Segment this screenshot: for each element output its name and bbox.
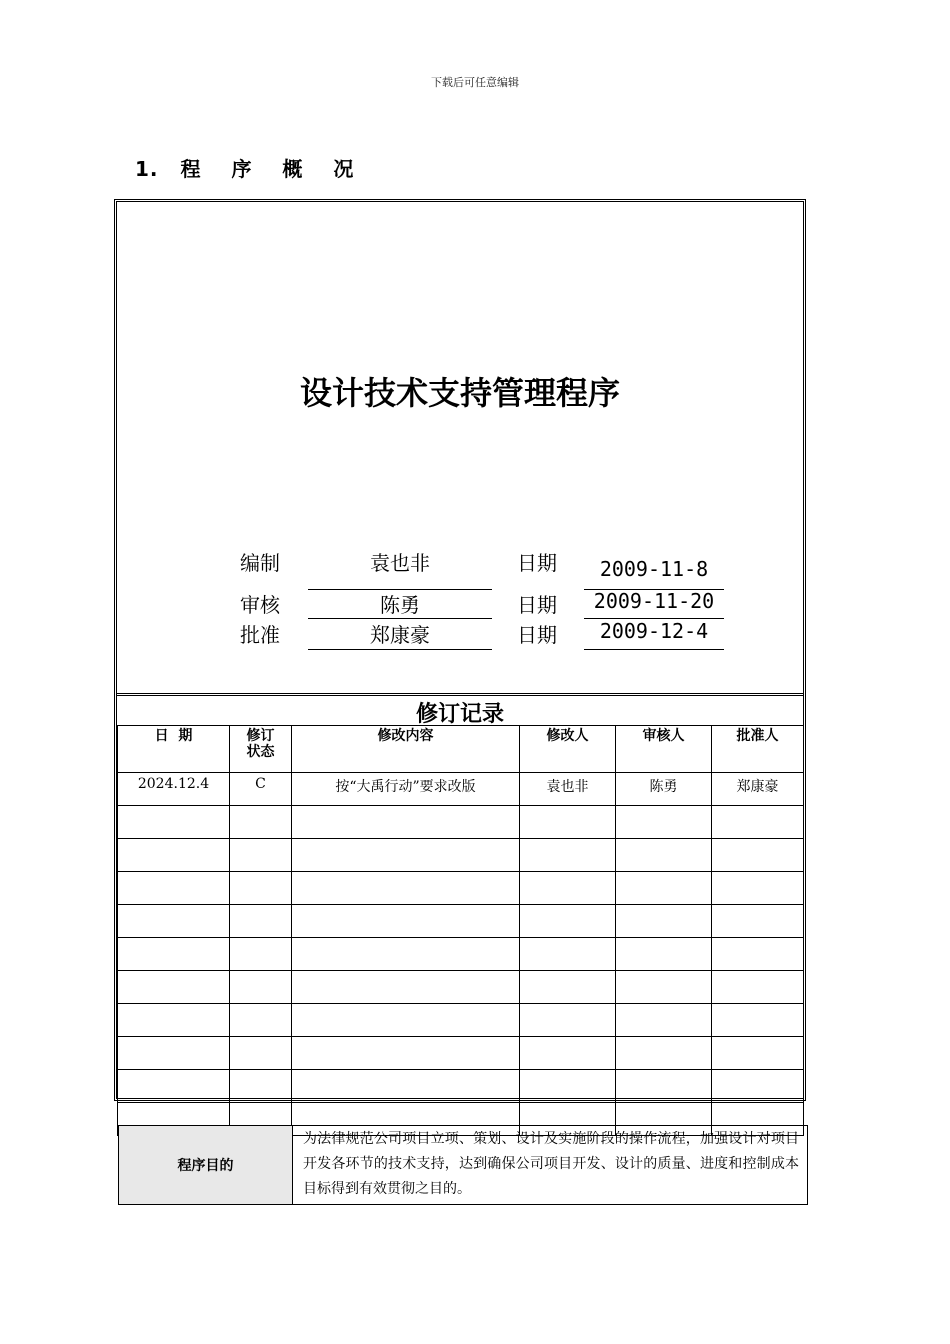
table-cell-empty — [616, 872, 712, 905]
cell-content: 按“大禹行动”要求改版 — [292, 773, 520, 806]
table-row-empty — [118, 872, 804, 905]
table-cell-empty — [292, 971, 520, 1004]
table-cell-empty — [292, 905, 520, 938]
table-cell-empty — [712, 971, 804, 1004]
table-cell-empty — [520, 1070, 616, 1103]
purpose-text: 为法律规范公司项目立项、策划、设计及实施阶段的操作流程，加强设计对项目开发各环节的技术支持，达到确保公司项目开发、设计的质量、进度和控制成本目标得到有效贯彻之目的。 — [293, 1126, 808, 1205]
approve-date-line — [584, 649, 724, 650]
document-title: 设计技术支持管理程序 — [299, 374, 620, 412]
table-cell-empty — [118, 905, 230, 938]
table-cell-empty — [616, 1037, 712, 1070]
table-cell-empty — [118, 938, 230, 971]
table-cell-empty — [230, 872, 292, 905]
table-cell-empty — [520, 1004, 616, 1037]
table-cell-empty — [118, 806, 230, 839]
table-row-empty — [118, 1070, 804, 1103]
section-title: 程 序 概 况 — [180, 157, 366, 181]
table-cell-empty — [712, 1037, 804, 1070]
approve-date-label: 日期 — [517, 623, 557, 647]
purpose-table — [118, 1125, 808, 1205]
table-cell-empty — [118, 1037, 230, 1070]
table-cell-empty — [118, 872, 230, 905]
cell-date: 2024.12.4 — [118, 773, 230, 806]
table-cell-empty — [292, 806, 520, 839]
review-label: 审核 — [240, 593, 280, 617]
header-status: 修订 状态 — [230, 726, 292, 773]
table-cell-empty — [520, 905, 616, 938]
cell-approver: 郑康豪 — [712, 773, 804, 806]
table-cell-empty — [292, 839, 520, 872]
compile-name: 袁也非 — [370, 551, 430, 575]
cover-box — [114, 199, 806, 1101]
revision-divider — [117, 693, 803, 696]
table-cell-empty — [230, 839, 292, 872]
approve-label: 批准 — [240, 623, 280, 647]
table-cell-empty — [712, 1004, 804, 1037]
table-cell-empty — [230, 938, 292, 971]
table-cell-empty — [616, 1004, 712, 1037]
header-date: 日 期 — [118, 726, 230, 773]
table-cell-empty — [118, 1070, 230, 1103]
table-cell-empty — [520, 839, 616, 872]
cell-reviewer: 陈勇 — [616, 773, 712, 806]
table-cell-empty — [230, 971, 292, 1004]
table-cell-empty — [712, 1070, 804, 1103]
table-cell-empty — [616, 1070, 712, 1103]
table-cell-empty — [712, 839, 804, 872]
table-cell-empty — [230, 905, 292, 938]
table-cell-empty — [712, 905, 804, 938]
revision-header-row — [118, 726, 804, 773]
table-cell-empty — [712, 872, 804, 905]
table-cell-empty — [292, 872, 520, 905]
table-cell-empty — [118, 839, 230, 872]
table-cell-empty — [292, 1004, 520, 1037]
table-cell-empty — [230, 1004, 292, 1037]
table-row-empty — [118, 938, 804, 971]
section-number: 1. — [135, 157, 159, 181]
header-modifier: 修改人 — [520, 726, 616, 773]
table-cell-empty — [520, 938, 616, 971]
page-header-note: 下载后可任意编辑 — [431, 76, 519, 89]
table-cell-empty — [520, 971, 616, 1004]
table-cell-empty — [292, 1070, 520, 1103]
table-row — [118, 773, 804, 806]
table-cell-empty — [616, 839, 712, 872]
table-cell-empty — [616, 905, 712, 938]
cell-modifier: 袁也非 — [520, 773, 616, 806]
table-row-empty — [118, 905, 804, 938]
table-cell-empty — [712, 938, 804, 971]
table-row-empty — [118, 806, 804, 839]
revision-table — [117, 725, 804, 1136]
approve-name-line — [308, 649, 492, 650]
header-approver: 批准人 — [712, 726, 804, 773]
table-cell-empty — [230, 1070, 292, 1103]
table-cell-empty — [292, 1037, 520, 1070]
header-content: 修改内容 — [292, 726, 520, 773]
table-row-empty — [118, 1037, 804, 1070]
table-cell-empty — [520, 872, 616, 905]
header-reviewer: 审核人 — [616, 726, 712, 773]
compile-date-label: 日期 — [517, 551, 557, 575]
table-cell-empty — [230, 806, 292, 839]
revision-title: 修订记录 — [415, 702, 504, 727]
purpose-label: 程序目的 — [119, 1126, 293, 1205]
compile-date: 2009-11-8 — [599, 557, 709, 581]
table-cell-empty — [616, 971, 712, 1004]
table-cell-empty — [616, 806, 712, 839]
compile-label: 编制 — [240, 551, 280, 575]
table-cell-empty — [230, 1037, 292, 1070]
table-cell-empty — [118, 971, 230, 1004]
table-cell-empty — [520, 806, 616, 839]
table-cell-empty — [520, 1037, 616, 1070]
table-row-empty — [118, 839, 804, 872]
table-row-empty — [118, 971, 804, 1004]
section-heading — [135, 153, 365, 182]
review-name: 陈勇 — [380, 593, 420, 617]
table-cell-empty — [118, 1004, 230, 1037]
approve-date: 2009-12-4 — [599, 619, 709, 643]
table-cell-empty — [712, 806, 804, 839]
cell-status: C — [230, 773, 292, 806]
review-date-label: 日期 — [517, 593, 557, 617]
table-cell-empty — [292, 938, 520, 971]
table-row-empty — [118, 1004, 804, 1037]
review-date: 2009-11-20 — [593, 589, 715, 613]
table-cell-empty — [616, 938, 712, 971]
approve-name: 郑康豪 — [370, 623, 430, 647]
